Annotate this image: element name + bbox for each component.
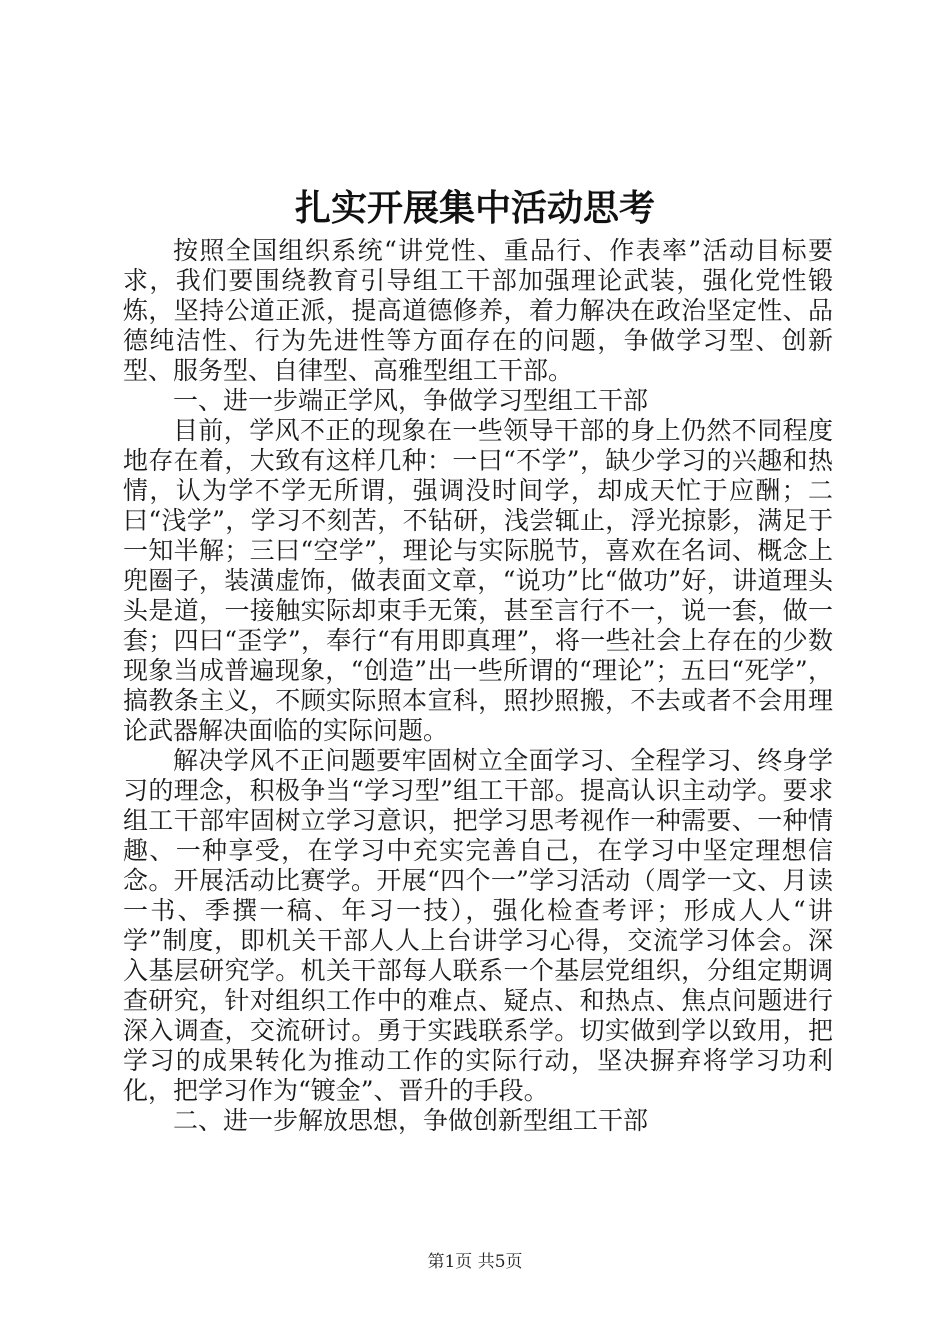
body-paragraph-2: 解决学风不正问题要牢固树立全面学习、全程学习、终身学习的理念，积极争当“学习型”组工干部。提高认识主动学。要求组工干部牢固树立学习意识，把学习思考视作一种需要、一种情趣、一种享受，在学习中充实完善自己，在学习中坚定理想信念。开展活动比赛学。开展“四个一”学习活动（周学一文、月读一书、季撰一稿、年习一技），强化检查考评；形成人人“讲学”制度，即机关干部人人上台讲学习心得，交流学习体会。深入基层研究学。机关干部每人联系一个基层党组织，分组定期调查研究，针对组织工作中的难点、疑点、和热点、焦点问题进行深入调查，交流研讨。勇于实践联系学。切实做到学以致用，把学习的成果转化为推动工作的实际行动，坚决摒弃将学习功利化，把学习作为“镀金”、晋升的手段。 (123, 746, 833, 1105)
section-heading-1: 一、进一步端正学风，争做学习型组工干部 (173, 386, 649, 415)
document-title: 扎实开展集中活动思考 (294, 187, 655, 229)
body-paragraph-1: 目前，学风不正的现象在一些领导干部的身上仍然不同程度地存在着，大致有这样几种：一曰“不学”，缺少学习的兴趣和热情，认为学不学无所谓，强调没时间学，却成天忙于应酬；二曰“浅学”，学习不刻苦，不钻研，浅尝辄止，浮光掠影，满足于一知半解；三曰“空学”，理论与实际脱节，喜欢在名词、概念上兜圈子，装潢虚饰，做表面文章，“说功”比“做功”好，讲道理头头是道，一接触实际却束手无策，甚至言行不一，说一套，做一套；四曰“歪学”，奉行“有用即真理”，将一些社会上存在的少数现象当成普遍现象，“创造”出一些所谓的“理论”；五曰“死学”，搞教条主义，不顾实际照本宣科，照抄照搬，不去或者不会用理论武器解决面临的实际问题。 (123, 416, 833, 745)
page-footer: 第1页 共5页 (427, 1252, 523, 1272)
section-heading-2: 二、进一步解放思想，争做创新型组工干部 (173, 1106, 649, 1135)
document-body (123, 236, 833, 1136)
intro-paragraph: 按照全国组织系统“讲党性、重品行、作表率”活动目标要求，我们要围绕教育引导组工干部加强理论武装，强化党性锻炼，坚持公道正派，提高道德修养，着力解决在政治坚定性、品德纯洁性、行为先进性等方面存在的问题，争做学习型、创新型、服务型、自律型、高雅型组工干部。 (123, 236, 833, 385)
